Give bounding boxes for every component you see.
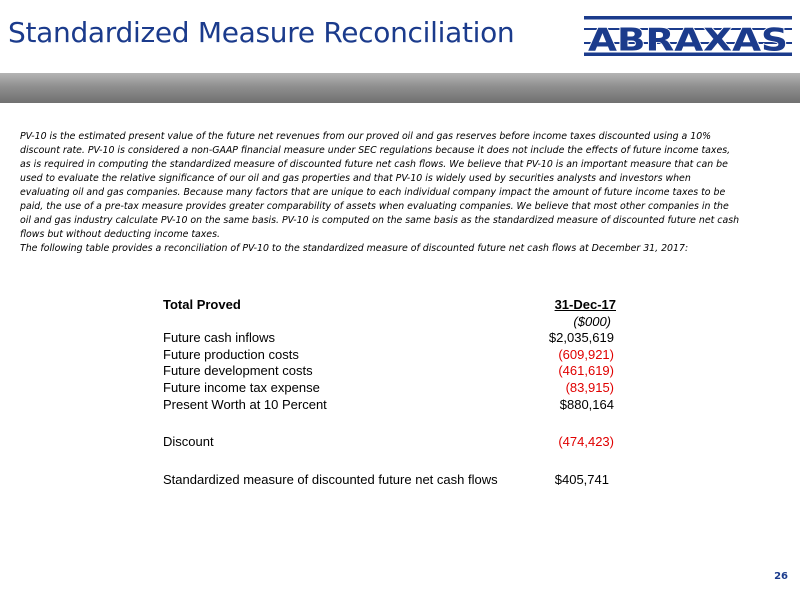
table-spacer	[163, 413, 623, 434]
table-units: ($000)	[573, 313, 611, 329]
row-value: (83,915)	[565, 379, 614, 395]
row-label: Future cash inflows	[163, 330, 275, 346]
table-header-label: Total Proved	[163, 297, 241, 312]
row-value: $880,164	[559, 396, 614, 412]
row-label: Future development costs	[163, 363, 313, 379]
intro-paragraph: PV-10 is the estimated present value of the future net revenues from our proved oil and gas reserves before income taxes discounted using a 10% discount rate. PV-10 is considered a non-GAAP financial measure under SEC regulations because it does not include the effects of future income taxes, as is required in computing the standardized measure of discounted future net cash flows. We believe that PV-10 is an important measure that can be used to evaluate the relative significance of our oil and gas properties and that PV-10 is widely used by securities analysts and investors when evaluating oil and gas companies. Because many factors that are unique to each individual company impact the amount of future income taxes to be paid, the use of a pre-tax measure provides greater comparability of assets when evaluating companies. We believe that most other companies in the oil and gas industry calculate PV-10 on the same basis. PV-10 is computed on the same basis as the standardized measure of discounted future net cash flows but without deducting income taxes.	[20, 131, 740, 240]
abraxas-logo	[584, 12, 792, 60]
table-row	[163, 380, 623, 397]
discount-label: Discount	[163, 434, 214, 450]
table-row	[163, 363, 623, 380]
row-label: Present Worth at 10 Percent	[163, 396, 327, 412]
table-row	[163, 397, 623, 414]
reconciliation-table	[163, 297, 623, 488]
table-header-date: 31-Dec-17	[554, 297, 616, 312]
row-value: (461,619)	[558, 363, 614, 379]
row-value: (609,921)	[558, 346, 614, 362]
table-units-row	[163, 314, 623, 331]
row-label: Future income tax expense	[163, 379, 320, 395]
page-number: 26	[774, 571, 788, 582]
table-spacer	[163, 451, 623, 472]
logo-wordmark: ABRAXAS	[588, 22, 788, 59]
page-title: Standardized Measure Reconciliation	[8, 16, 515, 49]
discount-row	[163, 434, 623, 451]
row-value: $2,035,619	[548, 330, 614, 346]
total-row	[163, 472, 623, 489]
title-band	[0, 73, 800, 103]
table-row	[163, 347, 623, 364]
table-row	[163, 330, 623, 347]
discount-value: (474,423)	[558, 434, 614, 450]
intro-text	[20, 130, 740, 256]
table-header-row	[163, 297, 623, 314]
total-value: $405,741	[554, 471, 609, 487]
intro-paragraph-table-lead: The following table provides a reconciliation of PV-10 to the standardized measure of discounted future net cash flows at December 31, 2017:	[20, 243, 689, 254]
row-label: Future production costs	[163, 346, 299, 362]
total-label: Standardized measure of discounted future net cash flows	[163, 471, 498, 487]
